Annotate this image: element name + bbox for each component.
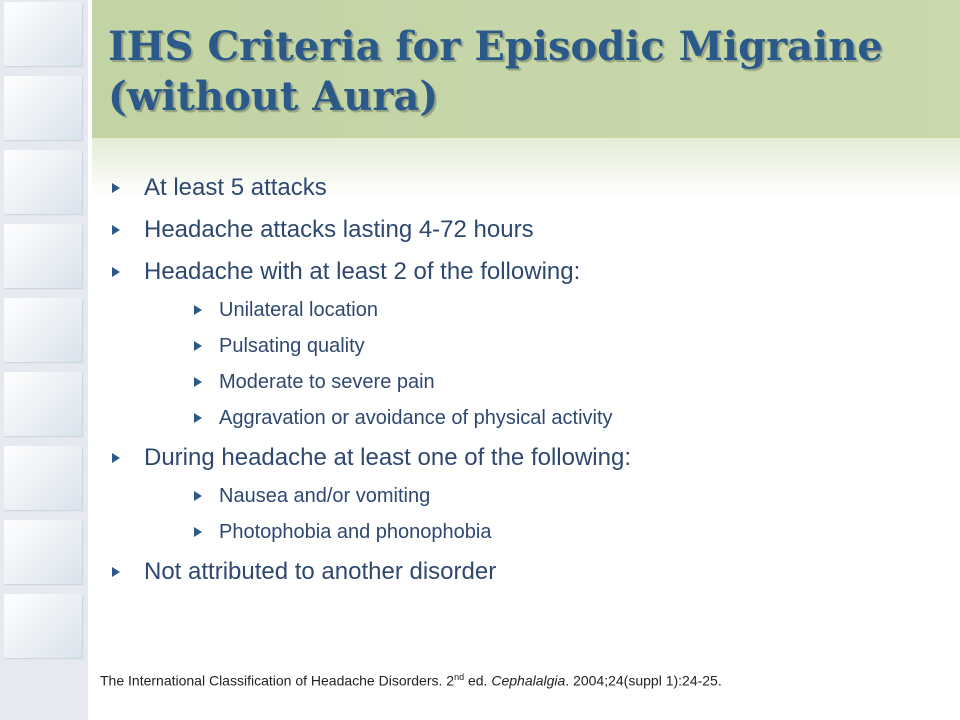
bullet-text: Headache attacks lasting 4-72 hours [144,216,534,243]
sub-bullet-arrow-icon [194,305,202,315]
slide-title [108,22,928,122]
bullet-arrow-icon [112,453,120,463]
slide-title-line-2: (without Aura) [108,73,439,120]
bullet-arrow-icon [112,183,120,193]
sub-bullet-text: Nausea and/or vomiting [219,485,431,507]
sub-bullet-arrow-icon [194,491,202,501]
decorative-tile [0,370,88,440]
decorative-tile [0,148,88,218]
citation-superscript: nd [454,672,465,682]
decorative-tile [0,74,88,144]
sub-bullet-arrow-icon [194,341,202,351]
citation-text: The International Classification of Headache Disorders. 2 [100,672,455,689]
sub-bullet-item [144,333,930,359]
sub-bullet-text: Pulsating quality [219,335,365,357]
decorative-tile [0,222,88,292]
sub-bullet-arrow-icon [194,413,202,423]
bullet-item [110,556,930,587]
sub-bullet-list [144,483,930,545]
bullet-text: At least 5 attacks [144,174,327,201]
bullet-arrow-icon [112,267,120,277]
decorative-tile [0,518,88,588]
decorative-tile [0,592,88,662]
bullet-item [110,172,930,203]
bullet-item [110,442,930,545]
citation-text: . 2004;24(suppl 1):24-25. [565,672,722,689]
bullet-item [110,256,930,431]
sub-bullet-text: Aggravation or avoidance of physical activity [219,407,613,429]
citation-text: ed. [464,672,492,689]
citation-journal: Cephalalgia [491,672,566,689]
sub-bullet-arrow-icon [194,377,202,387]
sub-bullet-text: Moderate to severe pain [219,371,435,393]
criteria-list [110,172,930,598]
sub-bullet-item [144,297,930,323]
sub-bullet-text: Unilateral location [219,299,378,321]
bullet-text: Not attributed to another disorder [144,558,497,585]
citation [100,668,950,690]
bullet-arrow-icon [112,567,120,577]
sub-bullet-item [144,369,930,395]
sub-bullet-text: Photophobia and phonophobia [219,521,492,543]
slide-title-line-1: IHS Criteria for Episodic Migraine [108,23,883,70]
decorative-tile [0,444,88,514]
sub-bullet-item [144,405,930,431]
sub-bullet-arrow-icon [194,527,202,537]
bullet-item [110,214,930,245]
bullet-text: Headache with at least 2 of the following: [144,258,581,285]
sub-bullet-item [144,483,930,509]
decorative-tile [0,296,88,366]
sub-bullet-list [144,297,930,431]
sub-bullet-item [144,519,930,545]
bullet-arrow-icon [112,225,120,235]
decorative-tile [0,0,88,70]
decorative-tile-column [0,0,88,720]
bullet-text: During headache at least one of the following: [144,444,631,471]
